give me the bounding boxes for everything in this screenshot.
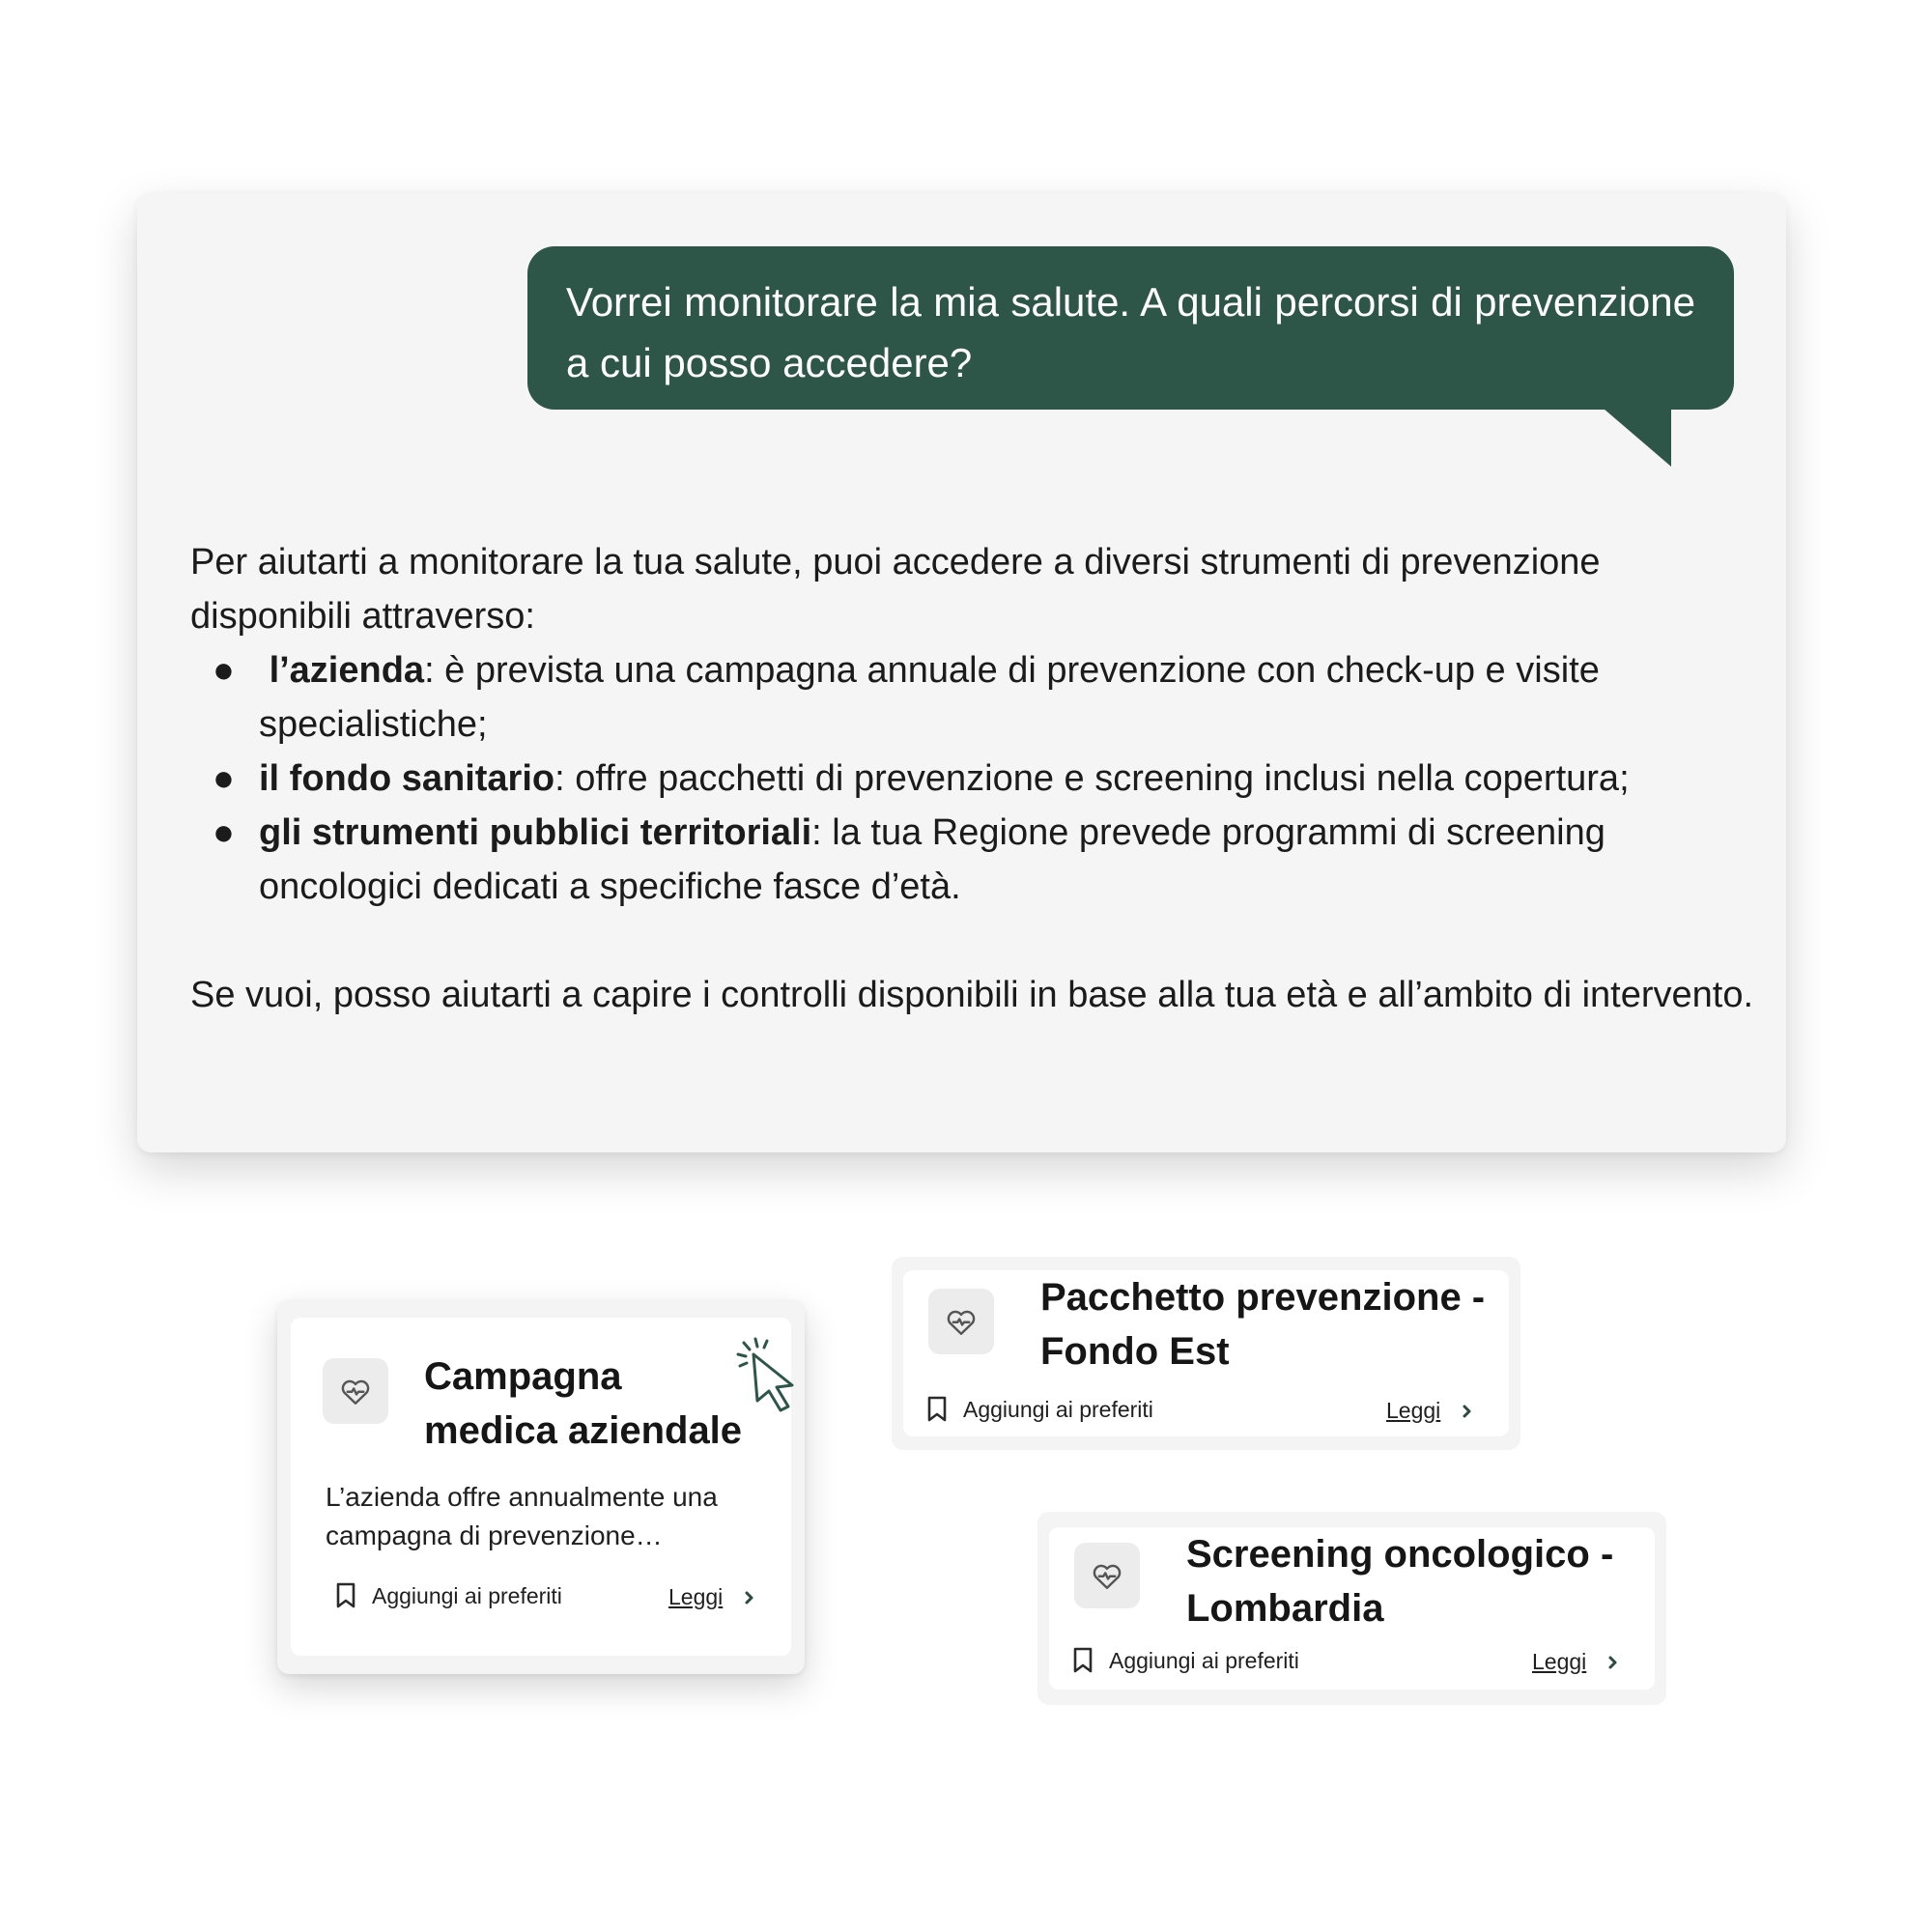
chat-panel [137,193,1786,1152]
list-item-bold: gli strumenti pubblici territoriali [259,812,812,853]
card-body [1049,1527,1655,1690]
read-label: Leggi [668,1584,724,1609]
list-item-text: : offre pacchetti di prevenzione e screening inclusi nella copertura; [554,758,1630,799]
list-item [213,806,1755,914]
bookmark-icon [1072,1647,1094,1674]
card-body [903,1270,1509,1436]
list-item [213,643,1755,752]
assistant-answer [190,535,1755,1022]
read-link[interactable] [668,1584,755,1610]
chevron-right-icon [744,1590,755,1605]
user-message-text: Vorrei monitorare la mia salute. A quali percorsi di prevenzione a cui posso accedere? [566,279,1695,385]
list-item-text: : la tua Regione prevede programmi di screening oncologici dedicati a specifiche fasce d’età. [259,812,1605,907]
read-link[interactable] [1532,1649,1619,1675]
heart-pulse-icon [323,1358,388,1424]
click-cursor-icon [732,1335,810,1417]
add-favorite-button[interactable] [926,1396,1153,1423]
card-pacchetto-prevenzione[interactable] [892,1257,1520,1450]
list-item-bold: l’azienda [269,650,425,691]
bookmark-icon [335,1582,356,1609]
card-screening-oncologico[interactable] [1037,1512,1666,1705]
heart-pulse-icon [928,1289,994,1354]
answer-intro: Per aiutarti a monitorare la tua salute, puoi accedere a diversi strumenti di prevenzione disponibili attraverso: [190,542,1601,637]
favorite-label: Aggiungi ai preferiti [1109,1647,1299,1673]
chevron-right-icon [1607,1655,1619,1670]
bullet-icon: ● [213,758,235,799]
read-label: Leggi [1386,1398,1441,1423]
favorite-label: Aggiungi ai preferiti [372,1582,562,1608]
bubble-tail [1604,409,1671,467]
answer-closing: Se vuoi, posso aiutarti a capire i controlli disponibili in base alla tua età e all’ambito di intervento. [190,975,1754,1015]
card-campagna-medica[interactable] [277,1300,805,1674]
heart-pulse-icon [1074,1543,1140,1608]
read-link[interactable] [1386,1398,1473,1424]
favorite-label: Aggiungi ai preferiti [963,1396,1153,1422]
card-body [291,1318,791,1656]
read-label: Leggi [1532,1649,1587,1674]
list-item-bold: il fondo sanitario [259,758,555,799]
add-favorite-button[interactable] [1072,1647,1299,1674]
list-item [213,752,1755,806]
card-title: Pacchetto prevenzione - Fondo Est [1040,1276,1486,1373]
chevron-right-icon [1462,1404,1473,1419]
card-title: Screening oncologico - Lombardia [1186,1533,1614,1630]
add-favorite-button[interactable] [335,1582,562,1609]
user-message-bubble [527,246,1734,410]
card-title: Campagna medica aziendale [424,1355,743,1452]
card-description: L’azienda offre annualmente una campagna di prevenzione… [326,1482,718,1550]
bullet-icon: ● [213,650,235,691]
bookmark-icon [926,1396,948,1423]
bullet-icon: ● [213,812,235,853]
list-item-text: : è prevista una campagna annuale di prevenzione con check-up e visite specialistiche; [259,650,1600,745]
answer-list [190,643,1755,914]
